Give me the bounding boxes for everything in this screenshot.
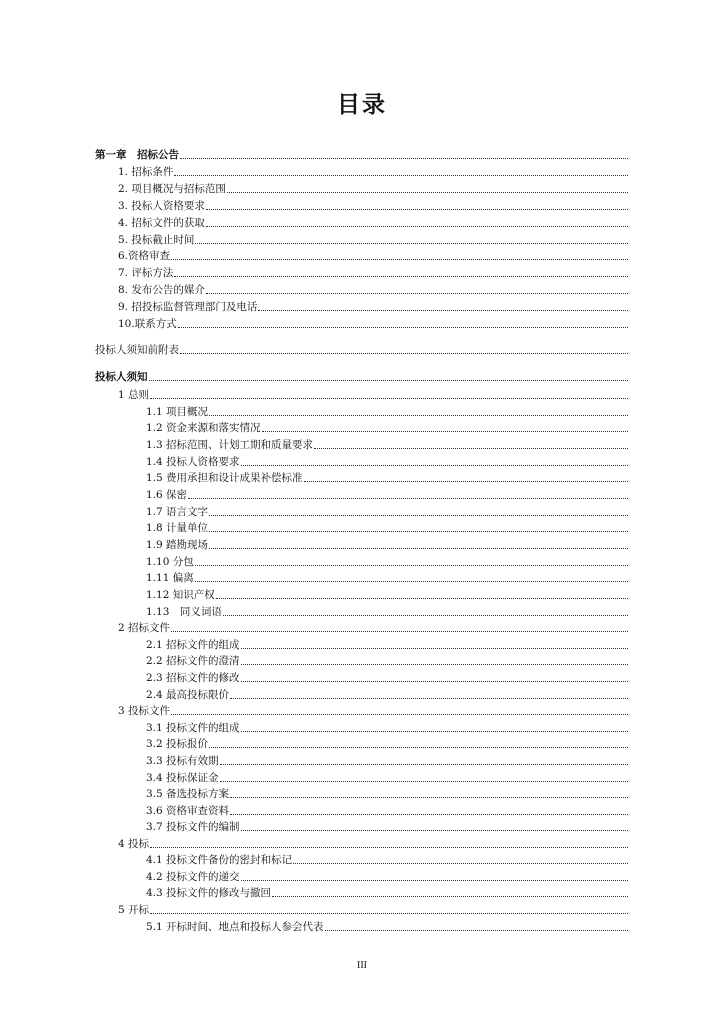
toc-dot-leader [227, 192, 628, 193]
toc-entry-text: 1.4 投标人资格要求 [146, 456, 240, 468]
toc-entry [146, 719, 628, 735]
toc-dot-leader [241, 731, 628, 732]
toc-dot-leader [220, 764, 628, 765]
toc-entry-text: 1.1 项目概况 [146, 406, 209, 418]
toc-entry-text: 1.2 资金来源和落实情况 [146, 422, 261, 434]
toc-dot-leader [241, 648, 628, 649]
toc-entry-text: 1.12 知识产权 [146, 589, 215, 601]
toc-entry-text: 9. 招投标监督管理部门及电话 [118, 301, 258, 313]
toc-entry-text: 4.2 投标文件的递交 [146, 871, 240, 883]
toc-entry [146, 436, 628, 452]
toc-entry [118, 163, 628, 179]
toc-entry-text: 第一章 招标公告 [95, 149, 179, 161]
toc-dot-leader [206, 293, 628, 294]
toc-dot-leader [230, 698, 628, 699]
toc-entry [146, 569, 628, 585]
toc-entry-text: 3 投标文件 [118, 705, 171, 717]
toc-dot-leader [209, 747, 628, 748]
toc-entry [95, 368, 628, 384]
toc-entry-text: 2.2 招标文件的澄清 [146, 655, 240, 667]
toc-entry-text: 5.1 开标时间、地点和投标人参会代表 [146, 921, 324, 933]
toc-dot-leader [223, 615, 628, 616]
toc-entry-text: 4.1 投标文件备份的密封和标记 [146, 854, 293, 866]
toc-entry-text: 2 招标文件 [118, 622, 171, 634]
toc-entry-text: 1.10 分包 [146, 556, 194, 568]
toc-entry-text: 5. 投标截止时间 [118, 234, 195, 246]
toc-dot-leader [314, 448, 628, 449]
toc-entry [146, 669, 628, 685]
toc-dot-leader [293, 863, 628, 864]
toc-entry-text: 2.4 最高投标限价 [146, 689, 230, 701]
toc-dot-leader [174, 175, 628, 176]
toc-dot-leader [216, 598, 628, 599]
toc-entry-text: 1 总则 [118, 389, 150, 401]
toc-dot-leader [230, 797, 628, 798]
toc-entry-text: 3.6 资格审查资料 [146, 805, 230, 817]
toc-entry-text: 1. 招标条件 [118, 166, 174, 178]
toc-entry [146, 403, 628, 419]
toc-entry-text: 6.资格审查 [118, 250, 171, 262]
toc-entry [146, 469, 628, 485]
toc-dot-leader [272, 896, 628, 897]
toc-entry-text: 投标人须知前附表 [95, 344, 179, 356]
toc-entry-text: 3.1 投标文件的组成 [146, 722, 240, 734]
toc-dot-leader [209, 548, 628, 549]
toc-entry [118, 619, 628, 635]
toc-entry-text: 2. 项目概况与招标范围 [118, 183, 226, 195]
toc-entry [118, 702, 628, 718]
toc-entry [146, 818, 628, 834]
toc-dot-leader [180, 158, 628, 159]
toc-entry [146, 553, 628, 569]
toc-dot-leader [241, 465, 628, 466]
toc-dot-leader [188, 498, 628, 499]
toc-entry [146, 868, 628, 884]
toc-entry [146, 536, 628, 552]
toc-entry [146, 519, 628, 535]
toc-dot-leader [174, 276, 628, 277]
toc-dot-leader [209, 515, 628, 516]
toc-entry-text: 7. 评标方法 [118, 267, 174, 279]
toc-entry-text: 1.9 踏勘现场 [146, 539, 209, 551]
toc-entry-text: 3.5 备选投标方案 [146, 788, 230, 800]
toc-entry [118, 315, 628, 331]
toc-entry [118, 180, 628, 196]
toc-dot-leader [209, 531, 628, 532]
toc-dot-leader [230, 814, 628, 815]
toc-dot-leader [180, 353, 628, 354]
toc-entry [146, 884, 628, 900]
toc-entry [146, 918, 628, 934]
toc-dot-leader [150, 913, 628, 914]
toc-entry [118, 214, 628, 230]
toc-entry [118, 197, 628, 213]
toc-entry [118, 386, 628, 402]
toc-dot-leader [195, 243, 628, 244]
toc-entry [146, 752, 628, 768]
toc-entry [118, 901, 628, 917]
toc-dot-leader [150, 398, 628, 399]
toc-entry-text: 3. 投标人资格要求 [118, 200, 205, 212]
toc-entry-text: 3.2 投标报价 [146, 738, 209, 750]
toc-dot-leader [150, 847, 628, 848]
toc-entry [118, 835, 628, 851]
toc-dot-leader [178, 327, 628, 328]
toc-entry-text: 8. 发布公告的媒介 [118, 284, 205, 296]
toc-entry [146, 785, 628, 801]
toc-entry [118, 231, 628, 247]
toc-dot-leader [241, 664, 628, 665]
toc-entry-text: 4 投标 [118, 838, 150, 850]
toc-entry [95, 341, 628, 357]
toc-dot-leader [195, 581, 628, 582]
toc-dot-leader [171, 714, 628, 715]
page-number: III [357, 960, 367, 971]
toc-dot-leader [325, 930, 628, 931]
toc-entry-text: 10.联系方式 [118, 318, 177, 330]
toc-dot-leader [262, 431, 628, 432]
toc-dot-leader [195, 565, 628, 566]
toc-entry-text: 2.3 招标文件的修改 [146, 672, 240, 684]
toc-entry-text: 1.13 同义词语 [146, 606, 222, 618]
toc-entry-text: 4.3 投标文件的修改与撤回 [146, 887, 272, 899]
toc-dot-leader [241, 681, 628, 682]
toc-entry [146, 419, 628, 435]
toc-entry [146, 686, 628, 702]
toc-entry-text: 投标人须知 [95, 371, 148, 383]
toc-dot-leader [171, 259, 628, 260]
toc-entry [146, 636, 628, 652]
toc-entry-text: 3.7 投标文件的编制 [146, 821, 240, 833]
toc-entry [146, 603, 628, 619]
toc-dot-leader [209, 415, 628, 416]
toc-entry-text: 5 开标 [118, 904, 150, 916]
toc-entry-text: 3.4 投标保证金 [146, 772, 219, 784]
toc-entry [118, 281, 628, 297]
toc-entry-text: 1.5 费用承担和设计成果补偿标准 [146, 472, 303, 484]
page-title: 目录 [337, 92, 387, 118]
toc-dot-leader [171, 631, 628, 632]
toc-dot-leader [220, 781, 628, 782]
toc-entry-text: 3.3 投标有效期 [146, 755, 219, 767]
toc-dot-leader [304, 481, 628, 482]
toc-entry [146, 503, 628, 519]
toc-entry-text: 1.7 语言文字 [146, 506, 209, 518]
toc-entry [146, 769, 628, 785]
toc-entry [146, 735, 628, 751]
toc-entry [95, 146, 628, 162]
toc-dot-leader [206, 209, 628, 210]
toc-entry-text: 1.8 计量单位 [146, 522, 209, 534]
toc-dot-leader [149, 380, 629, 381]
toc-entry-text: 4. 招标文件的获取 [118, 217, 205, 229]
toc-entry-text: 1.11 偏离 [146, 572, 194, 584]
toc-entry [146, 586, 628, 602]
toc-entry [118, 264, 628, 280]
toc-entry [118, 298, 628, 314]
toc-entry [146, 486, 628, 502]
toc-entry [146, 453, 628, 469]
toc-entry [118, 247, 628, 263]
toc-dot-leader [241, 830, 628, 831]
toc-entry [146, 851, 628, 867]
toc-dot-leader [206, 226, 628, 227]
toc-dot-leader [241, 880, 628, 881]
toc-entry [146, 652, 628, 668]
toc-entry-text: 1.3 招标范围、计划工期和质量要求 [146, 439, 314, 451]
toc-entry [146, 802, 628, 818]
toc-entry-text: 1.6 保密 [146, 489, 188, 501]
toc-entry-text: 2.1 招标文件的组成 [146, 639, 240, 651]
toc-dot-leader [258, 310, 628, 311]
